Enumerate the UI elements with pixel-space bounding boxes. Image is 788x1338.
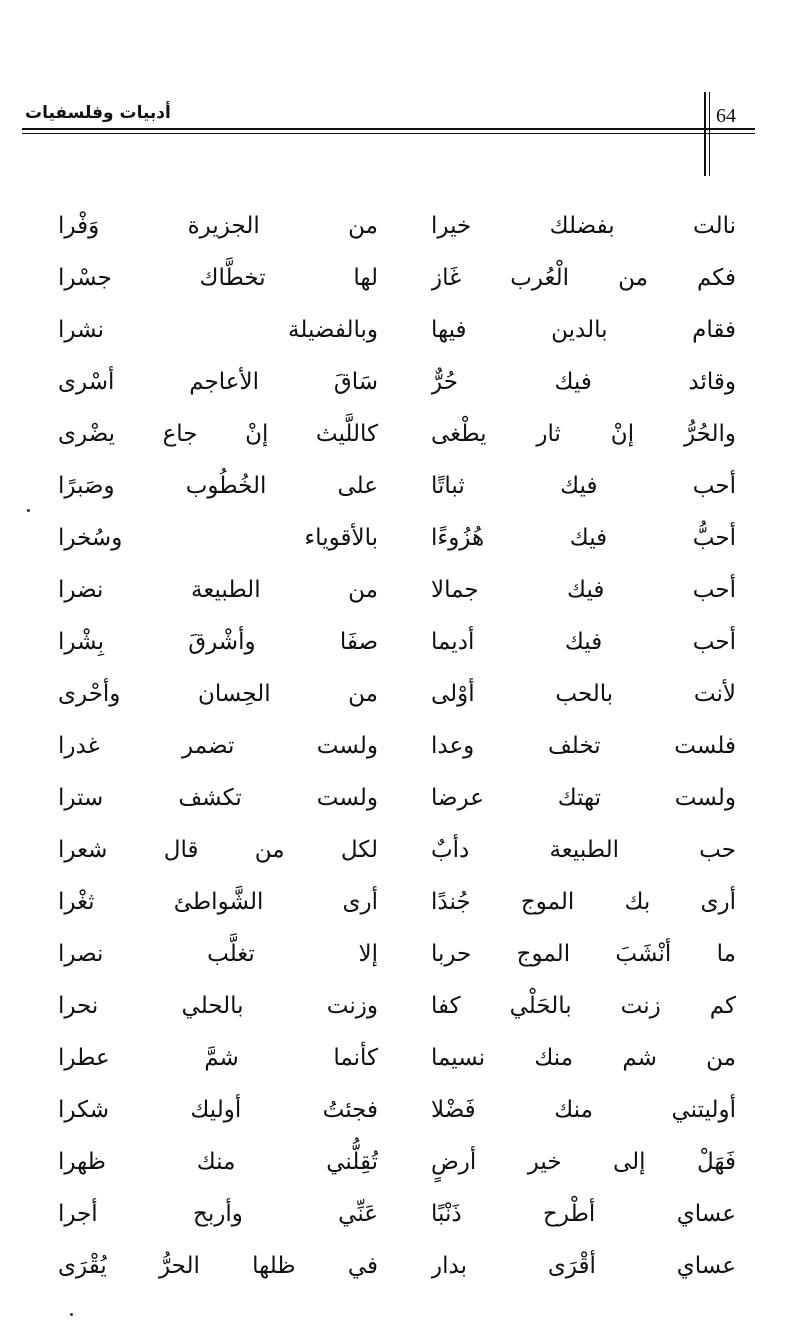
- verse: [0, 200, 788, 252]
- verse: [0, 512, 788, 564]
- verse: [0, 824, 788, 876]
- verse: [0, 356, 788, 408]
- verse-second-hemistich: من الجزيرة وَفْرا: [58, 213, 378, 239]
- verse-first-hemistich: عساي أقْرَى بدار: [431, 1253, 736, 1279]
- running-title: أدبيات وفلسفيات: [25, 103, 171, 123]
- verse: [0, 1188, 788, 1240]
- scan-speck: [27, 509, 30, 512]
- verse-first-hemistich: عساي أطْرح ذَنْبًا: [431, 1201, 736, 1227]
- verse: [0, 1240, 788, 1292]
- verse: [0, 980, 788, 1032]
- verse-second-hemistich: وزنت بالحلي نحرا: [58, 993, 378, 1019]
- verse: [0, 720, 788, 772]
- verse-second-hemistich: وبالفضيلة نشرا: [58, 317, 378, 343]
- verse: [0, 304, 788, 356]
- verse: [0, 252, 788, 304]
- verse: [0, 616, 788, 668]
- verse-first-hemistich: فلست تخلف وعدا: [431, 733, 736, 759]
- verse-second-hemistich: صفَا وأشْرقَ بِشْرا: [58, 629, 378, 655]
- page-number: 64: [716, 105, 736, 127]
- page-number-divider-thin: [709, 92, 710, 176]
- verse-second-hemistich: تُقِلُّني منك ظهرا: [58, 1149, 378, 1175]
- verse-first-hemistich: فكم من الْعُرب غَاز: [431, 265, 736, 291]
- verse-first-hemistich: أحب فيك ثباتًا: [431, 473, 736, 499]
- verse-second-hemistich: لكل من قال شعرا: [58, 837, 378, 863]
- verse: [0, 460, 788, 512]
- verse: [0, 668, 788, 720]
- verse-first-hemistich: أحب فيك أديما: [431, 629, 736, 655]
- verse-second-hemistich: في ظلها الحرُّ يُقْرَى: [58, 1253, 378, 1279]
- verse-first-hemistich: حب الطبيعة دأبٌ: [431, 837, 736, 863]
- verse: [0, 1084, 788, 1136]
- poem: [0, 200, 788, 1292]
- verse-first-hemistich: أوليتني منك فَضْلا: [431, 1097, 736, 1123]
- verse: [0, 772, 788, 824]
- page-number-divider: [704, 92, 706, 176]
- verse-first-hemistich: وقائد فيك حُرٌّ: [431, 369, 736, 395]
- verse-first-hemistich: نالت بفضلك خيرا: [431, 213, 736, 239]
- verse-first-hemistich: كم زنت بالحَلْي كفا: [431, 993, 736, 1019]
- header-rule: [22, 128, 755, 130]
- verse-second-hemistich: ولست تكشف سترا: [58, 785, 378, 811]
- verse-second-hemistich: فجئتُ أوليك شكرا: [58, 1097, 378, 1123]
- verse-first-hemistich: أحبُّ فيك هُزُوءًا: [431, 525, 736, 551]
- verse: [0, 408, 788, 460]
- verse-first-hemistich: ما أنْشَبَ الموج حربا: [431, 941, 736, 967]
- verse-second-hemistich: كاللَّيث إنْ جاع يضْرى: [58, 421, 378, 447]
- verse-second-hemistich: لها تخطَّاك جسْرا: [58, 265, 378, 291]
- verse-first-hemistich: فَهَلْ إلى خير أرضٍ: [431, 1149, 736, 1175]
- verse-first-hemistich: أحب فيك جمالا: [431, 577, 736, 603]
- verse-first-hemistich: لأنت بالحب أوْلى: [431, 681, 736, 707]
- verse-first-hemistich: فقام بالدين فيها: [431, 317, 736, 343]
- verse-first-hemistich: ولست تهتك عرضا: [431, 785, 736, 811]
- verse-second-hemistich: ولست تضمر غدرا: [58, 733, 378, 759]
- verse-second-hemistich: من الحِسان وأحْرى: [58, 681, 378, 707]
- header-rule-thin: [22, 133, 755, 134]
- verse: [0, 876, 788, 928]
- verse-second-hemistich: من الطبيعة نضرا: [58, 577, 378, 603]
- verse: [0, 928, 788, 980]
- verse-second-hemistich: كأنما شمَّ عطرا: [58, 1045, 378, 1071]
- verse-second-hemistich: سَاقَ الأعاجم أسْرى: [58, 369, 378, 395]
- verse: [0, 564, 788, 616]
- verse-first-hemistich: والحُرُّ إنْ ثار يطْغى: [431, 421, 736, 447]
- verse-second-hemistich: أرى الشَّواطئ ثغْرا: [58, 889, 378, 915]
- verse-first-hemistich: من شم منك نسيما: [431, 1045, 736, 1071]
- verse: [0, 1032, 788, 1084]
- verse-first-hemistich: أرى بك الموج جُندًا: [431, 889, 736, 915]
- scan-speck: [70, 1313, 73, 1316]
- verse-second-hemistich: إلا تغلَّب نصرا: [58, 941, 378, 967]
- verse-second-hemistich: على الخُطُوب وصَبرًا: [58, 473, 378, 499]
- verse: [0, 1136, 788, 1188]
- verse-second-hemistich: عَنِّي وأربح أجرا: [58, 1201, 378, 1227]
- verse-second-hemistich: بالأقوياء وسُخرا: [58, 525, 378, 551]
